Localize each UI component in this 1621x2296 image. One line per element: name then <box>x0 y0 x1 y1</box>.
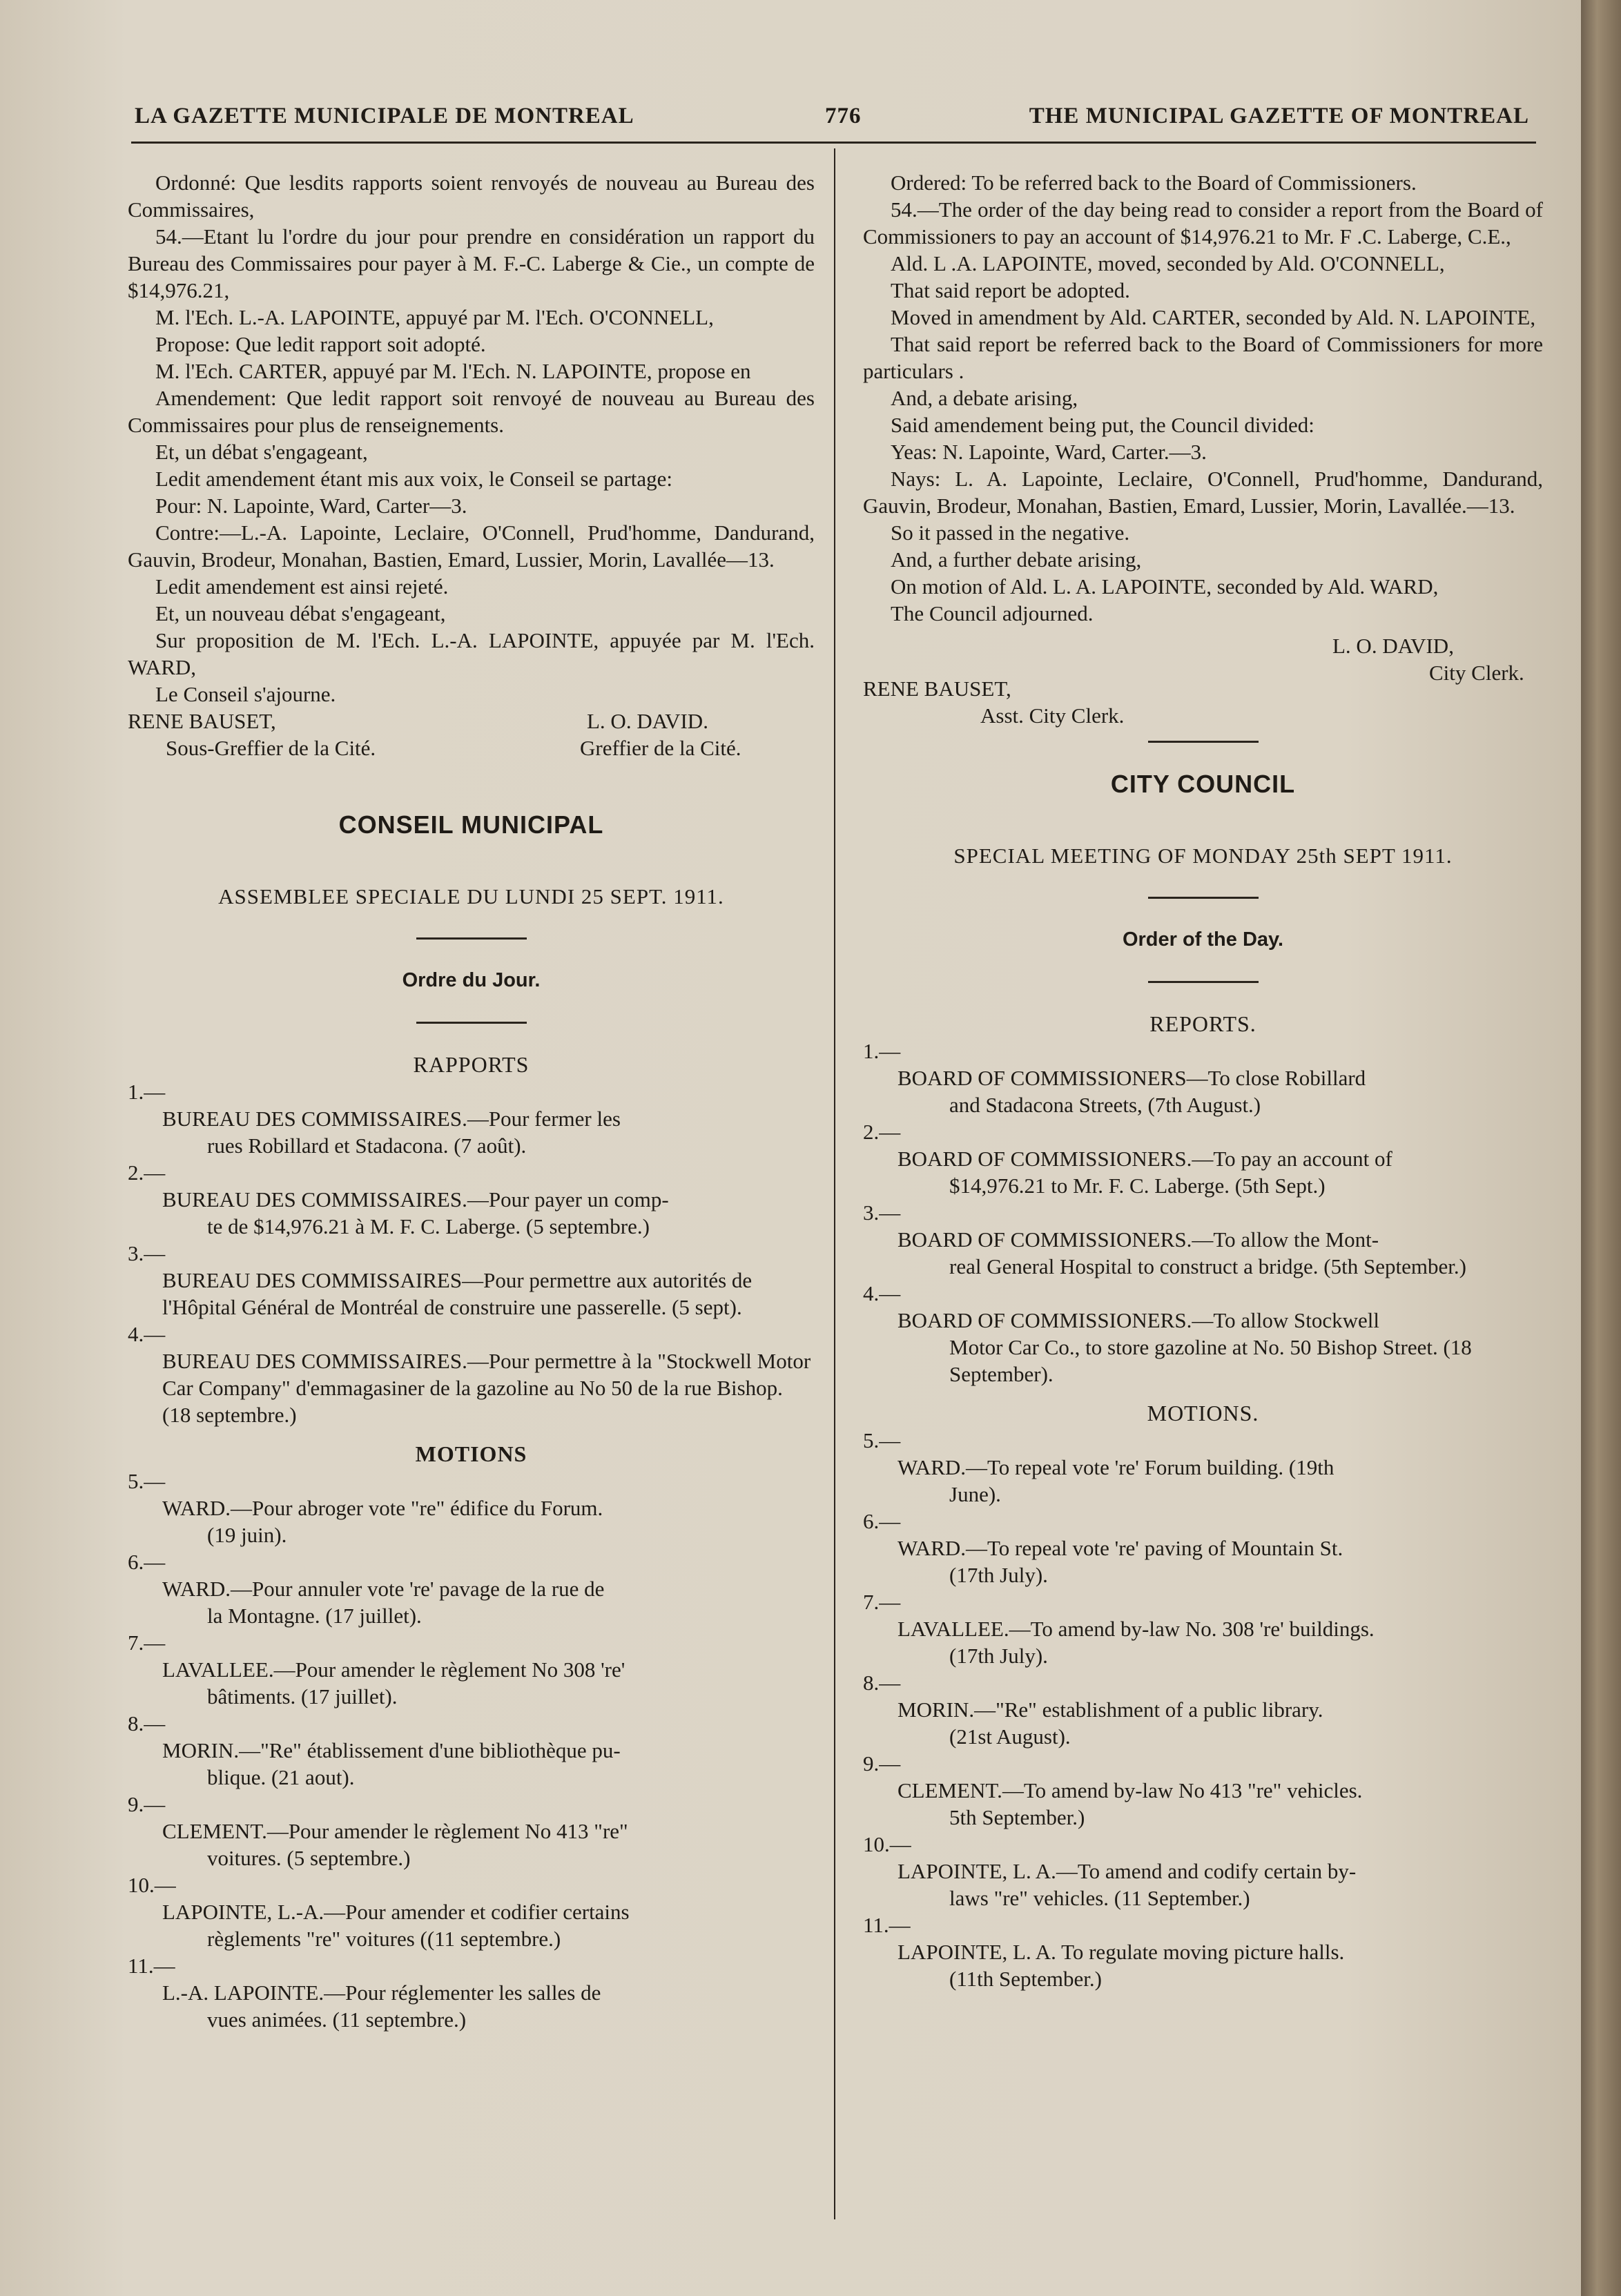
signature-block <box>128 708 815 770</box>
item-text-continued: Motor Car Co., to store gazoline at No. 50 Bishop Street. (18 September). <box>949 1335 1472 1386</box>
item-text: CLEMENT.—Pour amender le règlement No 413 "re" <box>162 1819 628 1843</box>
paragraph: Ledit amendement étant mis aux voix, le Conseil se partage: <box>155 467 672 491</box>
item-text-continued: June). <box>949 1482 1001 1506</box>
item-text-continued: la Montagne. (17 juillet). <box>207 1604 422 1628</box>
item-number: 2.— <box>863 1120 901 1144</box>
clerk-title: Greffier de la Cité. <box>580 736 741 760</box>
list-item <box>863 1427 1543 1508</box>
list-item <box>863 1199 1543 1280</box>
list-item <box>128 1468 815 1548</box>
paragraph: 54.—The order of the day being read to consider a report from the Board of Commissioners to pay an account of $14,976.21 to Mr. F .C. Laberge, C.E., <box>863 197 1543 249</box>
list-item <box>128 1710 815 1791</box>
paragraph: Le Conseil s'ajourne. <box>155 682 336 706</box>
paragraph: Propose: Que ledit rapport soit adopté. <box>155 332 486 356</box>
reports-list <box>863 1038 1543 1388</box>
reports-heading: REPORTS. <box>1149 1011 1256 1036</box>
item-number: 9.— <box>863 1751 901 1775</box>
list-item <box>863 1118 1543 1199</box>
meeting-heading: SPECIAL MEETING OF MONDAY 25th SEPT 1911. <box>953 844 1453 868</box>
item-text-continued: and Stadacona Streets, (7th August.) <box>949 1093 1261 1117</box>
meeting-heading: ASSEMBLEE SPECIALE DU LUNDI 25 SEPT. 1911. <box>218 884 724 908</box>
paragraph: Moved in amendment by Ald. CARTER, seconded by Ald. N. LAPOINTE, <box>891 305 1536 329</box>
item-number: 1.— <box>128 1080 166 1104</box>
item-text: WARD.—To repeal vote 're' Forum building. (19th <box>897 1455 1334 1479</box>
item-text: LAVALLEE.—Pour amender le règlement No 308 're' <box>162 1657 625 1682</box>
reports-list <box>128 1078 815 1428</box>
paragraph: M. l'Ech. CARTER, appuyé par M. l'Ech. N. LAPOINTE, propose en <box>155 359 751 383</box>
item-number: 5.— <box>128 1469 166 1493</box>
reports-heading: RAPPORTS <box>413 1052 530 1077</box>
order-heading: Ordre du Jour. <box>402 969 541 991</box>
paragraph: Et, un nouveau débat s'engageant, <box>155 601 446 625</box>
item-number: 9.— <box>128 1792 166 1816</box>
paragraph: Contre:—L.-A. Lapointe, Leclaire, O'Connell, Prud'homme, Dandurand, Gauvin, Brodeur, Monahan, Bastien, Emard, Lussier, Morin, Lavallée—13. <box>128 521 815 572</box>
paragraph: Ledit amendement est ainsi rejeté. <box>155 574 449 599</box>
item-text-continued: règlements "re" voitures ((11 septembre.) <box>207 1927 561 1951</box>
item-text-continued: (17th July). <box>949 1644 1048 1668</box>
paragraph: Yeas: N. Lapointe, Ward, Carter.—3. <box>891 440 1207 464</box>
paragraph: Ald. L .A. LAPOINTE, moved, seconded by Ald. O'CONNELL, <box>891 251 1445 275</box>
list-item <box>128 1548 815 1629</box>
item-text: WARD.—Pour abroger vote "re" édifice du Forum. <box>162 1496 603 1520</box>
paragraph: 54.—Etant lu l'ordre du jour pour prendre en considération un rapport du Bureau des Commissaires pour payer à M. F.-C. Laberge & Cie., un compte de $14,976.21, <box>128 224 815 302</box>
assistant-clerk-name: RENE BAUSET, <box>863 677 1011 701</box>
item-text: LAPOINTE, L.-A.—Pour amender et codifier certains <box>162 1900 630 1924</box>
item-number: 6.— <box>128 1550 166 1574</box>
item-text: BUREAU DES COMMISSAIRES.—Pour fermer les <box>162 1107 621 1131</box>
item-number: 7.— <box>863 1590 901 1614</box>
item-text: CLEMENT.—To amend by-law No 413 "re" vehicles. <box>897 1778 1363 1802</box>
list-item <box>128 1871 815 1952</box>
assistant-clerk-title: Asst. City Clerk. <box>980 703 1125 728</box>
item-text-continued: bâtiments. (17 juillet). <box>207 1684 398 1709</box>
motions-heading: MOTIONS <box>415 1441 527 1466</box>
paragraph: So it passed in the negative. <box>891 521 1130 545</box>
paragraph: Said amendement being put, the Council divided: <box>891 413 1314 437</box>
item-number: 4.— <box>863 1281 901 1305</box>
paragraph: Pour: N. Lapointe, Ward, Carter—3. <box>155 494 467 518</box>
item-text-continued: (17th July). <box>949 1563 1048 1587</box>
paragraph: That said report be adopted. <box>891 278 1130 302</box>
list-item <box>128 1952 815 2033</box>
item-text-continued: te de $14,976.21 à M. F. C. Laberge. (5 septembre.) <box>207 1214 650 1238</box>
item-text-continued: blique. (21 aout). <box>207 1765 355 1789</box>
item-number: 5.— <box>863 1428 901 1452</box>
paragraph: On motion of Ald. L. A. LAPOINTE, seconded by Ald. WARD, <box>891 574 1439 599</box>
paragraph: Nays: L. A. Lapointe, Leclaire, O'Connell, Prud'homme, Dandurand, Gauvin, Brodeur, Monahan, Bastien, Emard, Lussier, Morin, Lavallée.—13. <box>863 467 1543 518</box>
item-number: 11.— <box>863 1913 911 1937</box>
item-number: 10.— <box>128 1873 176 1897</box>
item-text: BOARD OF COMMISSIONERS—To close Robillard <box>897 1066 1366 1090</box>
paragraph: Ordered: To be referred back to the Board of Commissioners. <box>891 171 1417 195</box>
item-number: 8.— <box>863 1671 901 1695</box>
item-text-continued: 5th September.) <box>949 1805 1085 1829</box>
list-item <box>863 1508 1543 1588</box>
item-text-continued: laws "re" vehicles. (11 September.) <box>949 1886 1250 1910</box>
item-text: BUREAU DES COMMISSAIRES—Pour permettre aux autorités de l'Hôpital Général de Montréal de construire une passerelle. (5 sept). <box>162 1268 753 1319</box>
list-item <box>128 1791 815 1871</box>
clerk-name: L. O. DAVID, <box>1332 634 1454 658</box>
item-text: LAVALLEE.—To amend by-law No. 308 're' buildings. <box>897 1617 1375 1641</box>
paragraph: M. l'Ech. L.-A. LAPOINTE, appuyé par M. l'Ech. O'CONNELL, <box>155 305 714 329</box>
motions-list <box>863 1427 1543 1992</box>
item-text: WARD.—To repeal vote 're' paving of Mountain St. <box>897 1536 1343 1560</box>
item-text-continued: real General Hospital to construct a bridge. (5th September.) <box>949 1254 1466 1278</box>
item-number: 11.— <box>128 1954 175 1978</box>
item-number: 2.— <box>128 1160 166 1185</box>
list-item <box>128 1629 815 1710</box>
list-item <box>863 1669 1543 1750</box>
item-text: MORIN.—"Re" établissement d'une bibliothèque pu- <box>162 1738 621 1762</box>
list-item <box>863 1911 1543 1992</box>
council-title: CONSEIL MUNICIPAL <box>338 810 604 839</box>
item-text: WARD.—Pour annuler vote 're' pavage de la rue de <box>162 1577 605 1601</box>
list-item <box>863 1038 1543 1118</box>
paragraph: The Council adjourned. <box>891 601 1094 625</box>
motions-list <box>128 1468 815 2033</box>
item-number: 3.— <box>863 1200 901 1225</box>
paragraph: That said report be referred back to the Board of Commissioners for more particulars . <box>863 332 1543 383</box>
paragraph: And, a debate arising, <box>891 386 1078 410</box>
paragraph: Ordonné: Que lesdits rapports soient renvoyés de nouveau au Bureau des Commissaires, <box>128 171 815 222</box>
item-number: 3.— <box>128 1241 166 1265</box>
item-text-continued: $14,976.21 to Mr. F. C. Laberge. (5th Sept.) <box>949 1174 1326 1198</box>
order-heading: Order of the Day. <box>1122 928 1284 951</box>
item-text: LAPOINTE, L. A. To regulate moving picture halls. <box>897 1940 1345 1964</box>
paragraph: And, a further debate arising, <box>891 547 1142 572</box>
list-item <box>128 1321 815 1428</box>
item-text: MORIN.—"Re" establishment of a public library. <box>897 1697 1323 1722</box>
item-text-continued: vues animées. (11 septembre.) <box>207 2007 467 2032</box>
paragraph: Amendement: Que ledit rapport soit renvoyé de nouveau au Bureau des Commissaires pour plus de renseignements. <box>128 386 815 437</box>
item-text-continued: rues Robillard et Stadacona. (7 août). <box>207 1134 527 1158</box>
item-text: BUREAU DES COMMISSAIRES.—Pour payer un comp- <box>162 1187 669 1212</box>
item-number: 10.— <box>863 1832 911 1856</box>
list-item <box>863 1750 1543 1831</box>
item-text: L.-A. LAPOINTE.—Pour réglementer les salles de <box>162 1981 601 2005</box>
list-item <box>863 1280 1543 1388</box>
column-divider <box>834 148 835 2219</box>
item-number: 4.— <box>128 1322 166 1346</box>
item-text-continued: (11th September.) <box>949 1967 1102 1991</box>
item-text-continued: (19 juin). <box>207 1523 287 1547</box>
book-binding-edge <box>1581 0 1621 2296</box>
list-item <box>863 1831 1543 1911</box>
item-number: 6.— <box>863 1509 901 1533</box>
list-item <box>128 1240 815 1321</box>
item-text: BUREAU DES COMMISSAIRES.—Pour permettre à la "Stockwell Motor Car Company" d'emmagasiner de la gazoline au No 50 de la rue Bishop. (18 septembre.) <box>162 1349 811 1427</box>
signature-block <box>863 627 1543 728</box>
list-item <box>863 1588 1543 1669</box>
list-item <box>128 1159 815 1240</box>
item-number: 8.— <box>128 1711 166 1735</box>
french-column <box>128 169 815 2033</box>
item-text: BOARD OF COMMISSIONERS.—To allow Stockwell <box>897 1308 1379 1332</box>
header-rule <box>131 142 1536 144</box>
item-number: 7.— <box>128 1631 166 1655</box>
assistant-clerk-title: Sous-Greffier de la Cité. <box>166 736 376 760</box>
item-text: BOARD OF COMMISSIONERS.—To pay an account of <box>897 1147 1392 1171</box>
motions-heading: MOTIONS. <box>1147 1401 1259 1426</box>
header-english-title: THE MUNICIPAL GAZETTE OF MONTREAL <box>1029 104 1529 128</box>
council-title: CITY COUNCIL <box>1110 770 1296 798</box>
clerk-title: City Clerk. <box>1429 661 1524 685</box>
header-french-title: LA GAZETTE MUNICIPALE DE MONTREAL <box>135 104 634 128</box>
page-header <box>135 104 1529 138</box>
list-item <box>128 1078 815 1159</box>
english-column <box>863 169 1543 1992</box>
paragraph: Et, un débat s'engageant, <box>155 440 368 464</box>
item-text-continued: voitures. (5 septembre.) <box>207 1846 411 1870</box>
paragraph: Sur proposition de M. l'Ech. L.-A. LAPOINTE, appuyée par M. l'Ech. WARD, <box>128 628 815 679</box>
clerk-name: L. O. DAVID. <box>587 709 708 733</box>
assistant-clerk-name: RENE BAUSET, <box>128 709 276 733</box>
item-text-continued: (21st August). <box>949 1724 1071 1749</box>
item-text: LAPOINTE, L. A.—To amend and codify certain by- <box>897 1859 1357 1883</box>
page-number: 776 <box>825 104 862 128</box>
item-number: 1.— <box>863 1039 901 1063</box>
item-text: BOARD OF COMMISSIONERS.—To allow the Mont- <box>897 1227 1379 1252</box>
